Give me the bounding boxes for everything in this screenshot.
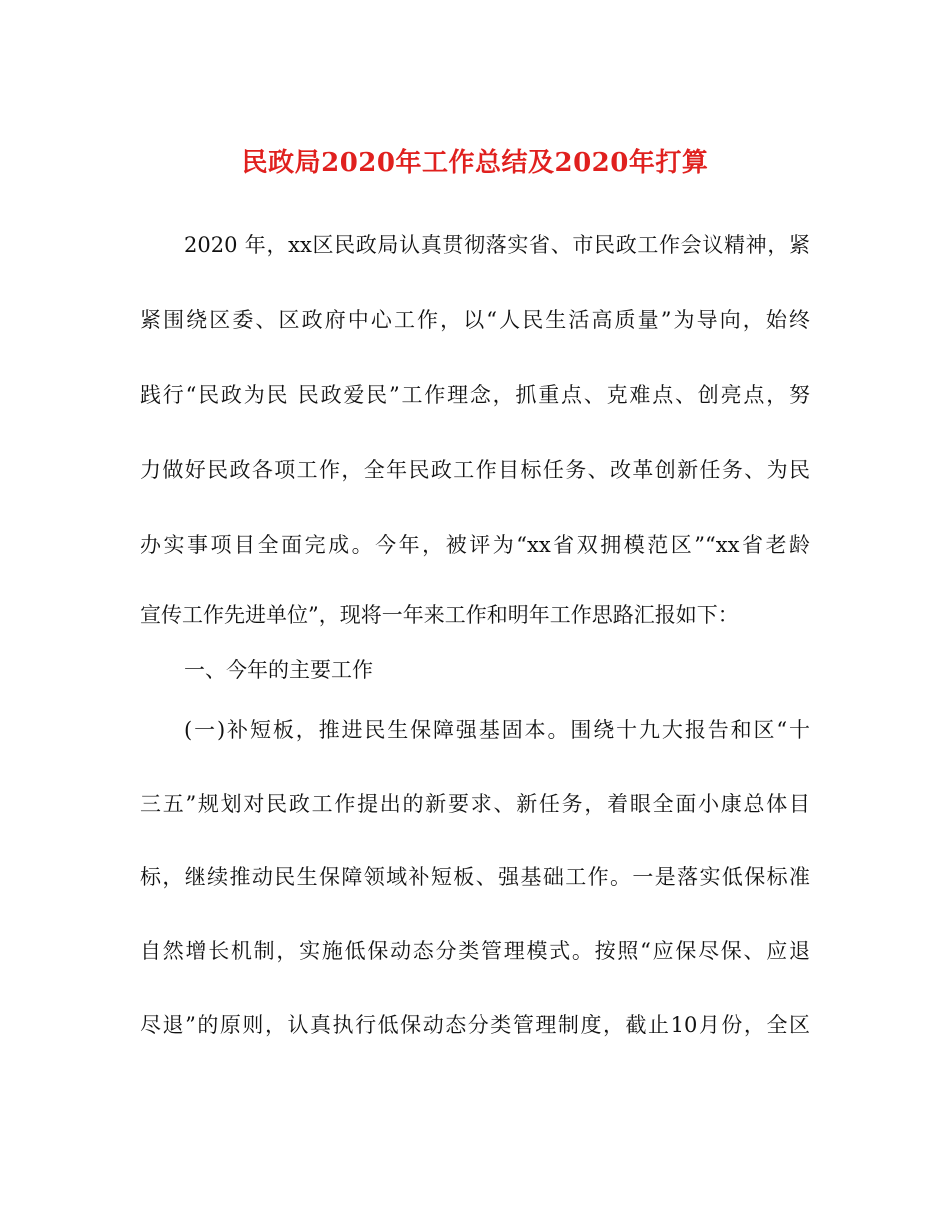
paragraph-line: 力做好民政各项工作，全年民政工作目标任务、改革创新任务、为民 <box>140 458 810 482</box>
paragraph-line: 2020 年，xx区民政局认真贯彻落实省、市民政工作会议精神，紧 <box>184 233 810 257</box>
paragraph-line: 自然增长机制，实施低保动态分类管理模式。按照“应保尽保、应退 <box>140 939 810 963</box>
document-title: 民政局2020年工作总结及2020年打算 <box>241 148 709 178</box>
paragraph-line: 紧围绕区委、区政府中心工作，以“人民生活高质量”为导向，始终 <box>140 308 810 332</box>
paragraph-line: 办实事项目全面完成。今年，被评为“xx省双拥模范区”“xx省老龄 <box>140 533 810 557</box>
paragraph-line: (一)补短板，推进民生保障强基固本。围绕十九大报告和区“十 <box>184 718 810 742</box>
paragraph-line: 尽退”的原则，认真执行低保动态分类管理制度，截止10月份，全区 <box>140 1013 810 1037</box>
paragraph-line: 宣传工作先进单位”，现将一年来工作和明年工作思路汇报如下： <box>140 603 739 627</box>
paragraph-line: 标，继续推动民生保障领域补短板、强基础工作。一是落实低保标准 <box>140 865 810 889</box>
paragraph-line: 三五”规划对民政工作提出的新要求、新任务，着眼全面小康总体目 <box>140 792 810 816</box>
section-heading: 一、今年的主要工作 <box>184 658 373 682</box>
paragraph-line: 践行“民政为民 民政爱民”工作理念，抓重点、克难点、创亮点，努 <box>140 383 810 407</box>
